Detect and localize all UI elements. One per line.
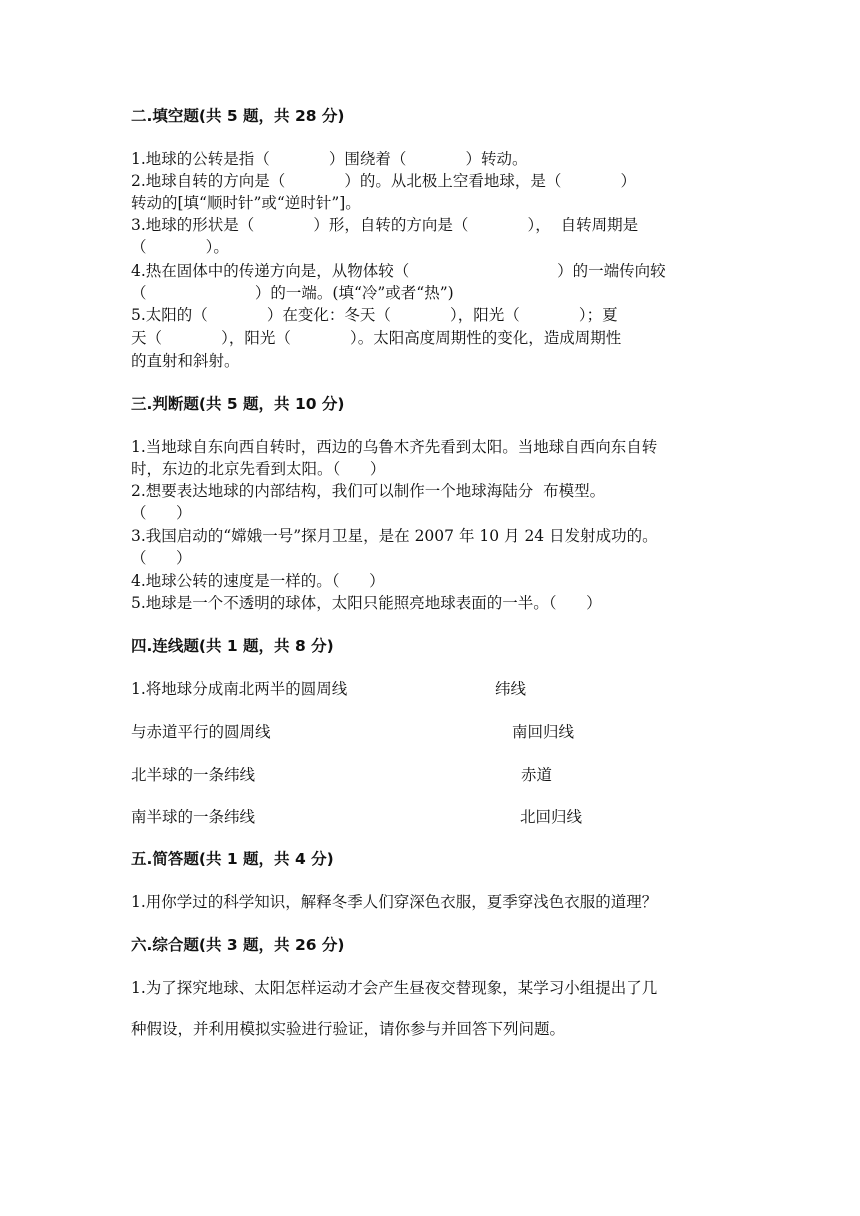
question-line: 种假设，并利用模拟实验进行验证，请你参与并回答下列问题。: [131, 1020, 566, 1038]
question-line: 2.想要表达地球的内部结构，我们可以制作一个地球海陆分 布模型。: [131, 482, 606, 500]
matching-left-item: 北半球的一条纬线: [131, 766, 256, 784]
question-line: （ ）: [131, 549, 192, 567]
matching-right-item: 北回归线: [520, 808, 583, 826]
question-line: 4.热在固体中的传递方向是，从物体较（ ）的一端传向较: [131, 262, 666, 280]
question-line: 5.地球是一个不透明的球体，太阳只能照亮地球表面的一半。（ ）: [131, 594, 602, 612]
matching-left-item: 1.将地球分成南北两半的圆周线: [131, 680, 348, 698]
matching-right-item: 南回归线: [512, 723, 575, 741]
question-line: 的直射和斜射。: [131, 352, 240, 370]
question-line: 1.地球的公转是指（ ）围绕着（ ）转动。: [131, 150, 528, 168]
question-line: （ ）: [131, 504, 192, 522]
question-line: 1.用你学过的科学知识，解释冬季人们穿深色衣服，夏季穿浅色衣服的道理？: [131, 893, 658, 911]
question-line: 5.太阳的（ ）在变化：冬天（ ），阳光（ ）；夏: [131, 306, 618, 324]
section-title-matching: 四.连线题(共 1 题，共 8 分): [131, 637, 334, 655]
question-line: （ ）。: [131, 238, 229, 256]
question-line: 1.当地球自东向西自转时，西边的乌鲁木齐先看到太阳。当地球自西向东自转: [131, 438, 658, 456]
matching-left-item: 与赤道平行的圆周线: [131, 723, 271, 741]
question-line: 3.地球的形状是（ ）形，自转的方向是（ ）， 自转周期是: [131, 216, 639, 234]
question-line: 天（ ），阳光（ ）。太阳高度周期性的变化，造成周期性: [131, 329, 622, 347]
section-title-comprehensive: 六.综合题(共 3 题，共 26 分): [131, 936, 345, 954]
question-line: 时，东边的北京先看到太阳。（ ）: [131, 460, 386, 478]
section-title-true-false: 三.判断题(共 5 题，共 10 分): [131, 395, 345, 413]
matching-right-item: 纬线: [495, 680, 527, 698]
section-title-fill-in: 二.填空题(共 5 题，共 28 分): [131, 107, 345, 125]
question-line: 4.地球公转的速度是一样的。（ ）: [131, 572, 385, 590]
question-line: 3.我国启动的“嫦娥一号”探月卫星，是在 2007 年 10 月 24 日发射成功的。: [131, 527, 658, 545]
matching-right-item: 赤道: [521, 766, 553, 784]
section-title-short-answer: 五.简答题(共 1 题，共 4 分): [131, 850, 334, 868]
question-line: 1.为了探究地球、太阳怎样运动才会产生昼夜交替现象，某学习小组提出了几: [131, 979, 658, 997]
question-line: （ ）的一端。(填“冷”或者“热”): [131, 284, 454, 302]
matching-left-item: 南半球的一条纬线: [131, 808, 256, 826]
question-line: 2.地球自转的方向是（ ）的。从北极上空看地球，是（ ）: [131, 172, 637, 190]
question-line: 转动的[填“顺时针”或“逆时针”]。: [131, 194, 361, 212]
